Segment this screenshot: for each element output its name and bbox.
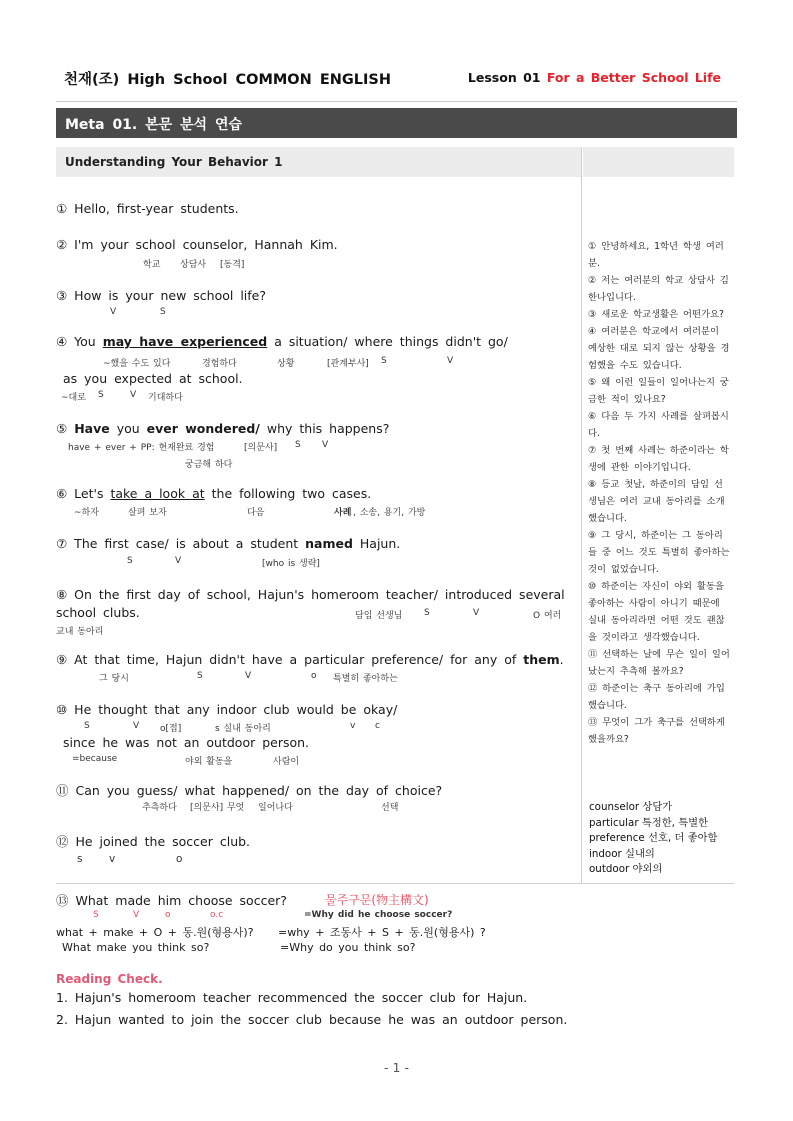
gloss: V [322,440,329,450]
gloss: s [77,853,83,865]
pattern-line-1: what + make + O + 동.원(형용사)? [56,926,254,939]
sentence-4 [56,334,508,349]
translation-11: ⑪ 선택하는 날에 무슨 일이 일어났는지 추측해 볼까요? [588,649,730,677]
sentence-3: ③ How is your new school life? [56,288,266,303]
sentence-5-post: why this happens? [259,421,390,436]
sentence-5 [56,421,389,436]
lesson-number: Lesson 01 [467,70,541,85]
gloss: 그 당시 [99,674,129,684]
gloss: 사람이 [273,757,300,767]
lesson-label [468,70,721,85]
gloss: ~대로 [61,393,86,403]
gloss: 담임 선생님 [355,611,403,621]
translation-5: ⑤ 왜 이런 일들이 일어나는지 궁금한 적이 있나요? [588,377,729,405]
gloss: [의문사] 무엇 [190,803,245,813]
gloss: 궁금해 하다 [185,460,233,470]
gloss: V [133,910,140,920]
gloss: [who is 생략] [262,559,320,569]
sentence-7-post: Hajun. [352,536,401,551]
table-bottom-divider [56,883,734,884]
lesson-title: For a Better School Life [546,70,721,85]
translation-3: ③ 새로운 학교생활은 어떤가요? [588,309,724,320]
gloss: 특별히 좋아하는 [333,674,398,684]
sentence-4-keyword: may have experienced [102,334,268,349]
sentence-5-num: ⑤ [56,421,75,436]
gloss: s 실내 동아리 [215,724,271,734]
gloss: o.c [210,910,224,920]
sentence-4-line2: as you expected at school. [63,371,243,386]
vocab-item: outdoor 야외의 [589,863,663,876]
gloss: S [93,910,99,920]
gloss: V [175,556,182,566]
sentence-5-mid: you [109,421,147,436]
sentence-2: ② I'm your school counselor, Hannah Kim. [56,237,338,252]
sentence-11: ⑪ Can you guess/ what happened/ on the day of choice? [56,783,443,798]
gloss: V [133,721,140,731]
gloss: V [245,671,252,681]
gloss: 기대하다 [148,393,183,403]
gloss: o [176,853,183,865]
gloss: 상황 [277,359,295,369]
gloss: v [350,721,356,731]
sentence-6-phrase: take a look at [110,486,205,501]
translation-12: ⑫ 하준이는 축구 동아리에 가입했습니다. [588,683,725,711]
sentence-10: ⑩ He thought that any indoor club would be okay/ [56,702,398,717]
column-divider [581,147,582,883]
gloss: S [295,440,301,450]
vocab-item: particular 특정한, 특별한 [589,816,709,829]
gloss: , 소송, 용기, 가방 [353,508,426,518]
translation-13: ⑬ 무엇이 그가 축구를 선택하게 했을까요? [588,717,725,745]
translation-9: ⑨ 그 당시, 하준이는 그 동아리들 중 어느 것도 특별히 좋아하는 것이 없었습니다. [588,530,730,575]
gloss: S [98,390,104,400]
gloss: =Why did he choose soccer? [304,910,453,920]
sentence-9 [56,652,564,667]
gloss: 야외 활동을 [185,757,233,767]
sentence-9-pre: ⑨ At that time, Hajun didn't have a particular preference/ for any of [56,652,524,667]
gloss: 학교 [143,260,161,270]
vocab-item: preference 선호, 더 좋아함 [589,832,718,845]
gloss: ~하자 [74,508,99,518]
gloss: o [165,910,171,920]
sentence-5-keyword-2: ever wondered/ [146,421,260,436]
translation-4: ④ 여러분은 학교에서 여러분이 예상한 대로 되지 않는 상황을 경험했을 수도 있습니다. [588,326,730,371]
gloss: 사례 [334,508,352,518]
gloss: S [424,608,430,618]
gloss: 다음 [247,508,265,518]
translation-10: ⑩ 하준이는 자신이 야외 활동을 좋아하는 사람이 아니기 때문에 실내 동아리라면 어떤 것도 괜찮을 것이라고 생각했습니다. [588,581,725,643]
section-title: Meta 01. 본문 분석 연습 [56,108,737,138]
translation-6: ⑥ 다음 두 가지 사례를 살펴봅시다. [588,411,729,439]
gloss: o[접] [160,724,182,734]
gloss: V [473,608,480,618]
gloss: V [447,356,454,366]
gloss: 추측하다 [142,803,177,813]
reading-check-heading: Reading Check. [56,972,163,986]
translation-column [588,238,730,748]
gloss: o [311,671,317,681]
construction-note: 물주구문(物主構文) [325,893,429,907]
vocab-item: counselor 상담가 [589,801,673,813]
reading-check-item-2: 2. Hajun wanted to join the soccer club because he was an outdoor person. [56,1012,568,1027]
gloss: [동격] [220,260,245,270]
gloss: 상담사 [180,260,207,270]
sentence-9-post: . [559,652,564,667]
subsection-side-bar [583,147,734,177]
sentence-7-keyword: named [305,536,353,551]
vocab-list [589,800,731,878]
pattern-line-2: What make you think so? [62,941,210,954]
gloss: V [110,307,117,317]
gloss: 일어나다 [258,803,293,813]
reading-check-item-1: 1. Hajun's homeroom teacher recommenced the soccer club for Hajun. [56,990,528,1005]
sentence-8-line2: school clubs. [56,605,140,620]
gloss: S [160,307,166,317]
pattern-line-2-alt: =Why do you think so? [280,941,416,954]
vocab-item: indoor 실내의 [589,847,655,860]
translation-8: ⑧ 등교 첫날, 하준이의 담임 선생님은 여러 교내 동아리를 소개했습니다. [588,479,725,524]
translation-2: ② 저는 여러분의 학교 상담사 김한나입니다. [588,275,729,303]
gloss: S [84,721,90,731]
sentence-13: ⑬ What made him choose soccer? [56,893,287,908]
gloss: 교내 동아리 [56,627,104,637]
sentence-6-post: the following two cases. [204,486,372,501]
sentence-6 [56,486,371,501]
gloss: c [375,721,380,731]
sentence-8: ⑧ On the first day of school, Hajun's homeroom teacher/ introduced several [56,587,565,602]
gloss: have + ever + PP: 현재완료 경험 [68,443,215,453]
gloss: 살펴 보자 [128,508,167,518]
gloss: S [197,671,203,681]
gloss: S [381,356,387,366]
gloss: [의문사] [244,443,278,453]
gloss: O 여러 [533,611,562,621]
sentence-12: ⑫ He joined the soccer club. [56,834,251,849]
translation-7: ⑦ 첫 번째 사례는 하준이라는 학생에 관한 이야기입니다. [588,445,729,473]
sentence-6-pre: ⑥ Let's [56,486,111,501]
sentence-10-line2: since he was not an outdoor person. [63,735,310,750]
gloss: 선택 [381,803,399,813]
header-divider [56,101,737,102]
sentence-4-post: a situation/ where things didn't go/ [267,334,508,349]
translation-1: ① 안녕하세요, 1학년 학생 여러분. [588,241,724,269]
gloss: S [127,556,133,566]
sentence-7 [56,536,400,551]
subsection-title: Understanding Your Behavior 1 [56,147,581,177]
page-number: - 1 - [384,1060,409,1075]
header-title: 천재(조) High School COMMON ENGLISH [64,72,391,88]
gloss: V [130,390,137,400]
gloss: ~했을 수도 있다 [103,359,171,369]
gloss: =because [72,754,118,764]
gloss: 경험하다 [202,359,237,369]
gloss: v [109,853,116,865]
sentence-9-keyword: them [523,652,560,667]
gloss: [관계부사] [327,359,369,369]
sentence-1: ① Hello, first-year students. [56,201,239,216]
sentence-5-keyword-1: Have [74,421,110,436]
sentence-4-pre: ④ You [56,334,103,349]
sentence-7-pre: ⑦ The first case/ is about a student [56,536,306,551]
pattern-line-1-alt: =why + 조동사 + S + 동.원(형용사) ? [278,926,486,939]
